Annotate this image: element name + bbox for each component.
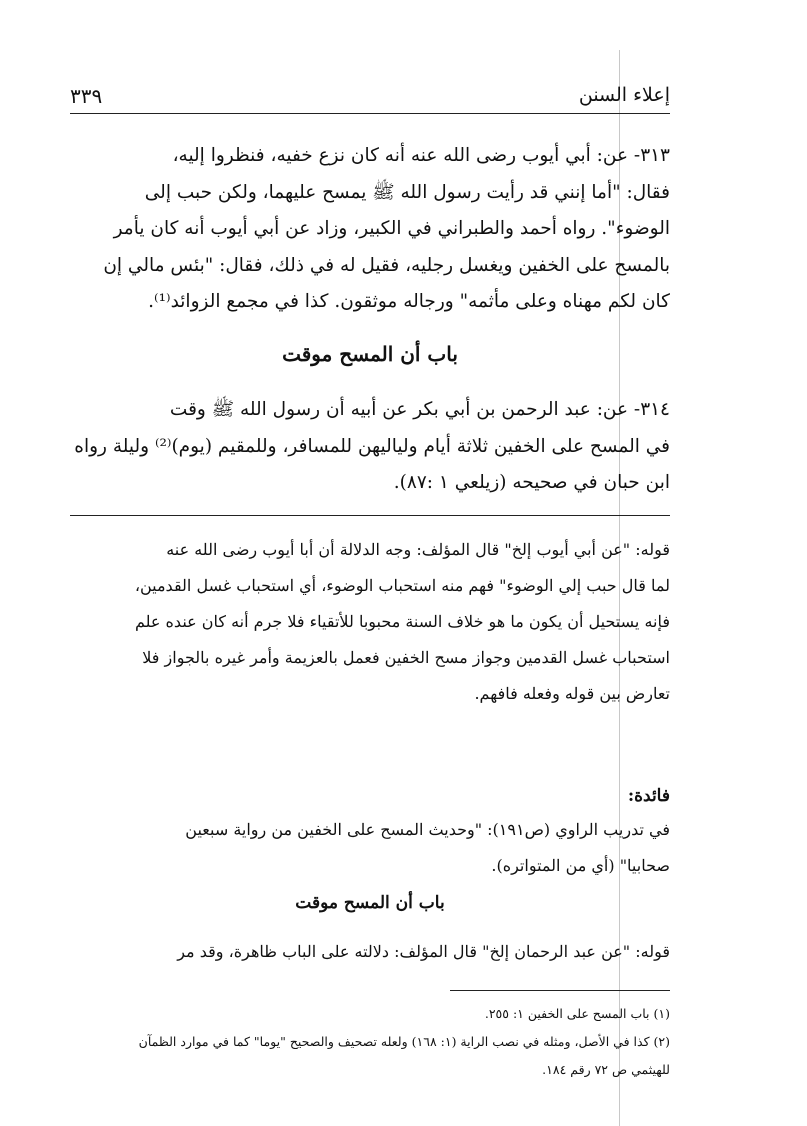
chapter-heading: باب أن المسح موقت (282, 342, 458, 366)
text-line: ٣١٤- عن: عبد الرحمن بن أبي بكر عن أبيه أن رسول الله ﷺ وقت (169, 399, 670, 420)
text-line: في المسح على الخفين ثلاثة أيام ولياليهن للمسافر، وللمقيم (يوم)⁽²⁾ وليلة رواه (74, 435, 670, 457)
text-line: تعارض بين قوله وفعله فافهم. (474, 684, 670, 703)
footnote: (٢) كذا في الأصل، ومثله في نصب الراية (١: ١٦٨) ولعله تصحيف والصحيح "يوما" كما في موارد الظمآن (138, 1034, 670, 1049)
commentary (70, 532, 670, 712)
footnote: (١) باب المسح على الخفين ١: ٢٥٥. (484, 1006, 670, 1021)
hadith-314 (70, 392, 670, 502)
text-line: ٣١٣- عن: أبي أيوب رضى الله عنه أنه كان نزع خفيه، فنظروا إليه، (172, 145, 670, 166)
text-line: استحباب غسل القدمين وجواز مسح الخفين فعمل بالعزيمة وأمر غيره بالجواز فلا (142, 648, 670, 667)
fawaid-text (70, 812, 670, 884)
chapter-heading-2: باب أن المسح موقت (295, 893, 445, 913)
text-line: لما قال حبب إلي الوضوء" فهم منه استحباب الوضوء، أي استحباب غسل القدمين، (134, 576, 670, 595)
text-line: فقال: "أما إنني قد رأيت رسول الله ﷺ يمسح عليهما، ولكن حبب إلى (144, 181, 670, 203)
hadith-313 (70, 138, 670, 321)
footnote-rule (450, 990, 670, 991)
page-header (70, 84, 670, 114)
fawaid-label: فائدة: (627, 786, 670, 806)
text-line: في تدريب الراوي (ص١٩١): "وحديث المسح على الخفين من رواية سبعين (185, 820, 670, 839)
text-line: صحابيا" (أي من المتواتره). (491, 856, 670, 875)
footnote: للهيثمي ص ٧٢ رقم ١٨٤. (542, 1062, 670, 1077)
running-title: إعلاء السنن (578, 84, 670, 106)
section-separator (70, 515, 670, 516)
text-line: قوله: "عن عبد الرحمان إلخ" قال المؤلف: دلالته على الباب ظاهرة، وقد مر (177, 942, 670, 961)
footnotes (70, 1000, 670, 1084)
text-line: بالمسح على الخفين ويغسل رجليه، فقيل له في ذلك، فقال: "بئس مالي إن (103, 254, 670, 276)
text-line: فإنه يستحيل أن يكون ما هو خلاف السنة محبوبا للأتقياء فلا جرم أنه كان عنده علم (134, 612, 670, 631)
header-rule (70, 113, 670, 114)
text-line: ابن حبان في صحيحه (زيلعي ١ :٨٧). (393, 472, 670, 493)
page-number: ٣٣٩ (70, 84, 103, 108)
text-line: الوضوء". رواه أحمد والطبراني في الكبير، وزاد عن أبي أيوب أنه كان يأمر (113, 218, 670, 239)
text-line: قوله: "عن أبي أيوب إلخ" قال المؤلف: وجه الدلالة أن أبا أيوب رضى الله عنه (166, 540, 670, 559)
commentary-2 (70, 934, 670, 970)
text-line: كان لكم مهناه وعلى مأثمه" ورجاله موثقون. كذا في مجمع الزوائد⁽¹⁾. (148, 291, 670, 312)
